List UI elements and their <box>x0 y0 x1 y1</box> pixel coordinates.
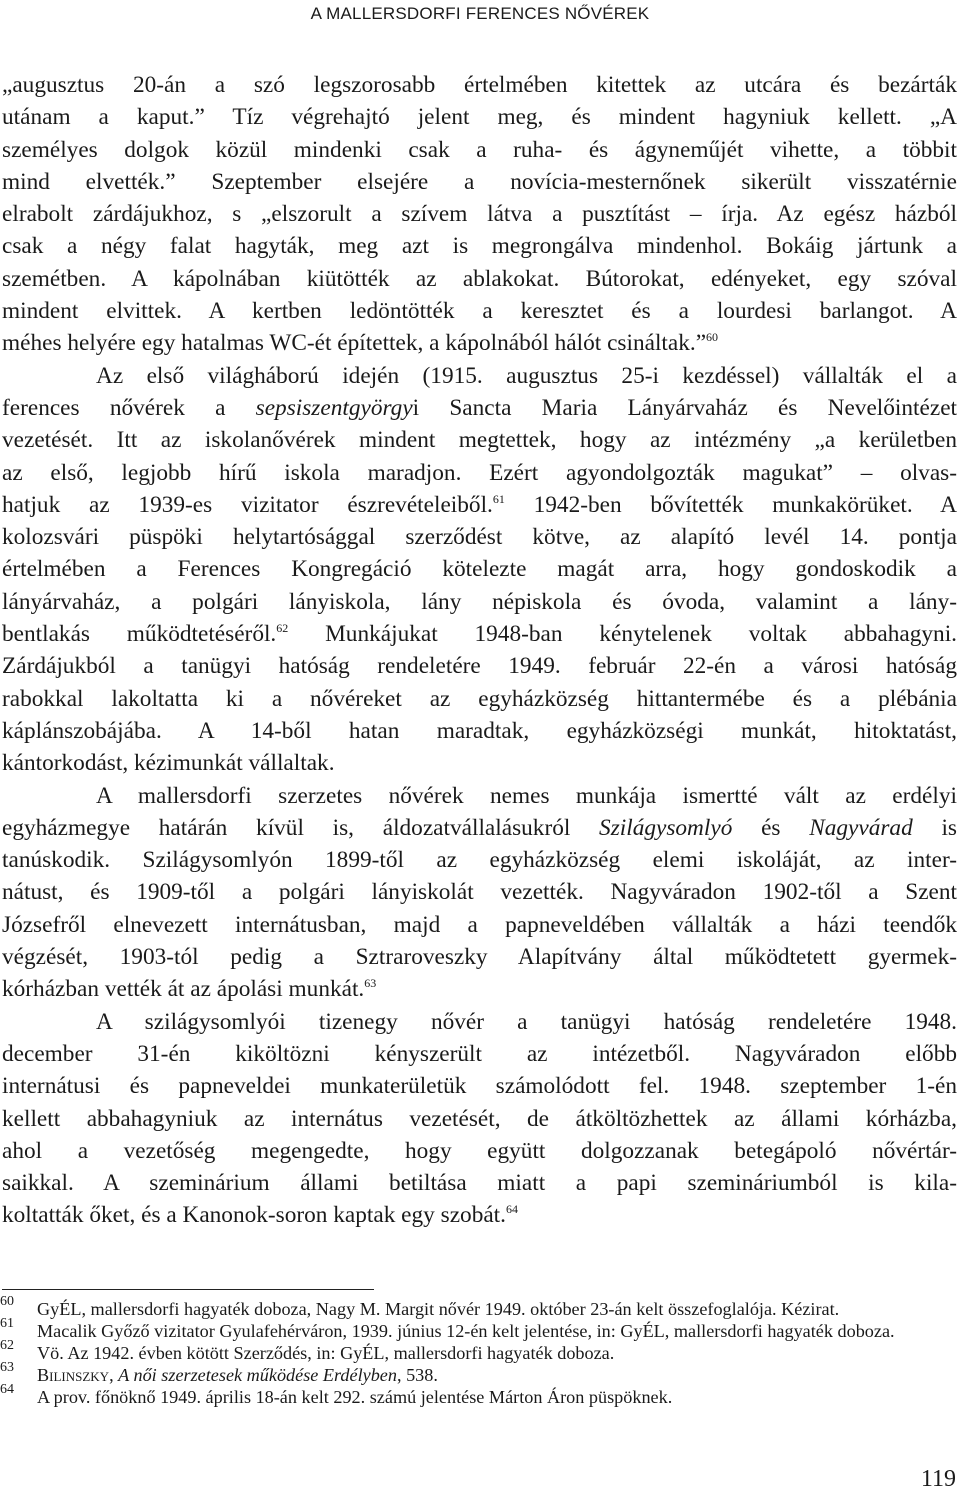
page-ref: , 538. <box>396 1365 438 1385</box>
paragraph-4 <box>2 1006 957 1200</box>
text-line: ferences nővérek a <box>2 394 256 421</box>
footnote-ref: 61 <box>492 491 505 506</box>
paragraph-4-end <box>2 1199 957 1231</box>
footnote-number: 64 <box>0 1382 14 1397</box>
text-line: személyes dolgok közül mindenki csak a ruha- és ágyneműjét vihette, a többit <box>2 136 957 163</box>
text-line: az első, legjobb hírű iskola maradjon. Ezért agyondolgozták magukat” – olvas- <box>2 459 957 486</box>
book-title: A női szerzetesek működése Erdélyben <box>118 1365 397 1385</box>
footnote-number: 62 <box>0 1338 14 1353</box>
text-line: saikkal. A szeminárium állami betiltása miatt a papi szemináriumból is kila- <box>2 1170 957 1197</box>
footnote-text: Vö. Az 1942. évben kötött Szerződés, in: GyÉL, mallersdorfi hagyaték doboza. <box>37 1343 615 1363</box>
paragraph-3-end <box>2 973 957 1005</box>
text-line: és <box>732 814 810 841</box>
text-line: kellett abbahagyniuk az internátus vezetését, de átköltözhettek az állami kórházba, <box>2 1105 957 1132</box>
footnote-text: GyÉL, mallersdorfi hagyaték doboza, Nagy M. Margit nővér 1949. október 23-án kelt összefoglalója. Kézirat. <box>37 1299 840 1319</box>
text-line: utánam a kaput.” Tíz végrehajtó jelent meg, és mindent hagyniuk kellett. „A <box>2 104 957 131</box>
text-line: hatjuk az 1939-es vizitator észrevételeiből. <box>2 491 493 518</box>
text-line: vezetését. Itt az iskolanővérek mindent megtettek, hogy az intézmény „a kerületben <box>2 427 957 454</box>
paragraph-1-end <box>2 327 957 359</box>
text-line: ahol a vezetőség megengedte, hogy együtt dolgozzanak betegápoló nővértár- <box>2 1137 957 1164</box>
paragraph-1 <box>2 69 957 327</box>
footnote-64 <box>0 1382 958 1408</box>
text-line: „augusztus 20-án a szó legszorosabb értelmében kitettek az utcára és bezárták <box>2 72 957 98</box>
paragraph-3 <box>2 780 957 974</box>
text-line: internátusi és papneveldei munkaterületük számolódott fel. 1948. szeptember 1-én <box>2 1073 957 1100</box>
footnote-ref: 62 <box>276 621 289 636</box>
footnote-number: 60 <box>0 1294 14 1309</box>
text-line: csak a négy falat hagyták, meg azt is megrongálva mindenhol. Bokáig jártunk a <box>2 233 957 260</box>
text-line: december 31-én kiköltözni kényszerült az intézetből. Nagyváradon előbb <box>2 1040 957 1067</box>
italic-place: sepsiszentgyörgy <box>255 394 413 421</box>
text-line: tanúskodik. Szilágysomlyón 1899-től az egyházközség elemi iskoláját, az inter- <box>2 847 957 874</box>
text-line: A szilágysomlyói tizenegy nővér a tanügyi hatóság rendeletére 1948. <box>96 1008 957 1035</box>
text-line: Józsefről elnevezett internátusban, majd a papneveldében vállalták a házi teendők <box>2 911 957 938</box>
footnote-text: Macalik Győző vizitator Gyulafehérváron, 1939. június 12-én kelt jelentése, in: GyÉL, mallersdorfi hagyaték doboza. <box>37 1321 895 1341</box>
running-header: A MALLERSDORFI FERENCES NŐVÉREK <box>310 4 650 23</box>
footnote-ref: 64 <box>505 1202 518 1217</box>
text-line: rabokkal lakoltatta ki a nővéreket az egyházközség hittantermébe és a plébánia <box>2 685 957 712</box>
text-line: 1942-ben bővítették munkakörüket. A <box>504 491 958 518</box>
text-line: i Sancta Maria Lányárvaház és Nevelőintézet <box>412 394 958 421</box>
footnote-text: A prov. főnöknő 1949. április 18-án kelt 292. számú jelentése Márton Áron püspöknek. <box>37 1387 673 1407</box>
text-line: kántorkodást, kézimunkát vállaltak. <box>2 750 335 777</box>
text-line: káplánszobájába. A 14-ből hatan maradtak, egyházközségi munkát, hitoktatást, <box>2 717 957 744</box>
author-name: Bilinszky <box>37 1365 110 1385</box>
text-line: nátust, és 1909-től a polgári lányiskolát vezették. Nagyváradon 1902-től a Szent <box>2 879 957 906</box>
text-line: kolozsvári püspöki helytartósággal szerződést kötve, az alapító levél 14. pontja <box>2 524 957 551</box>
text-line: Munkájukat 1948-ban kénytelenek voltak abbahagyni. <box>288 621 957 648</box>
footnote-text <box>37 1364 958 1386</box>
footnote-60 <box>0 1294 958 1320</box>
footnotes <box>0 1294 958 1408</box>
paragraph-2 <box>2 360 957 748</box>
text-line: Az első világháború idején (1915. augusztus 25-i kezdéssel) vállalták el a <box>96 362 957 389</box>
text-line: méhes helyére egy hatalmas WC-ét építettek, a kápolnából hálót csináltak.” <box>2 330 707 357</box>
footnote-63 <box>0 1360 958 1386</box>
text-line: mind elvették.” Szeptember elsejére a novícia-mesternőnek sikerült visszatérnie <box>2 168 957 195</box>
text-line: mindent elvittek. A kertben ledöntötték a keresztet és a lourdesi barlangot. A <box>2 298 957 325</box>
text-line: Zárdájukból a tanügyi hatóság rendeletére 1949. február 22-én a városi hatóság <box>2 653 957 680</box>
text-line: kórházban vették át az ápolási munkát. <box>2 976 365 1003</box>
italic-place: Szilágysomlyó <box>599 814 733 841</box>
text-line: A mallersdorfi szerzetes nővérek nemes munkája ismertté vált az erdélyi <box>96 782 957 809</box>
footnote-ref: 60 <box>706 330 719 345</box>
text-line: koltatták őket, és a Kanonok-soron kaptak egy szobát. <box>2 1202 506 1229</box>
page-number: 119 <box>920 1466 956 1492</box>
text-line: is <box>912 814 957 841</box>
footnote-ref: 63 <box>364 976 377 991</box>
text-line: végzését, 1903-tól pedig a Sztraroveszky Alapítvány által működtetett gyermek- <box>2 944 957 971</box>
footnote-61 <box>0 1316 958 1342</box>
paragraph-2-end <box>2 747 957 779</box>
footnote-number: 61 <box>0 1316 14 1331</box>
text-line: értelmében a Ferences Kongregáció kötelezte magát arra, hogy gondoskodik a <box>2 556 957 583</box>
text-line: szemétben. A kápolnában kiütötték az ablakokat. Bútorokat, edényeket, egy szóval <box>2 265 957 292</box>
main-text <box>2 69 957 1232</box>
text-line: elrabolt zárdájukhoz, s „elszorult a szívem látva a pusztítást – írja. Az egész házból <box>2 201 957 228</box>
text-line: bentlakás működtetéséről. <box>2 621 277 648</box>
footnote-62 <box>0 1338 958 1364</box>
italic-place: Nagyvárad <box>809 814 913 841</box>
footnote-separator <box>2 1289 374 1290</box>
footnote-number: 63 <box>0 1360 14 1375</box>
text-line: lányárvaház, a polgári lányiskola, lány népiskola és óvoda, valamint a lány- <box>2 588 957 615</box>
separator-text: , <box>109 1365 119 1385</box>
text-line: egyházmegye határán kívül is, áldozatvállalásukról <box>2 814 600 841</box>
